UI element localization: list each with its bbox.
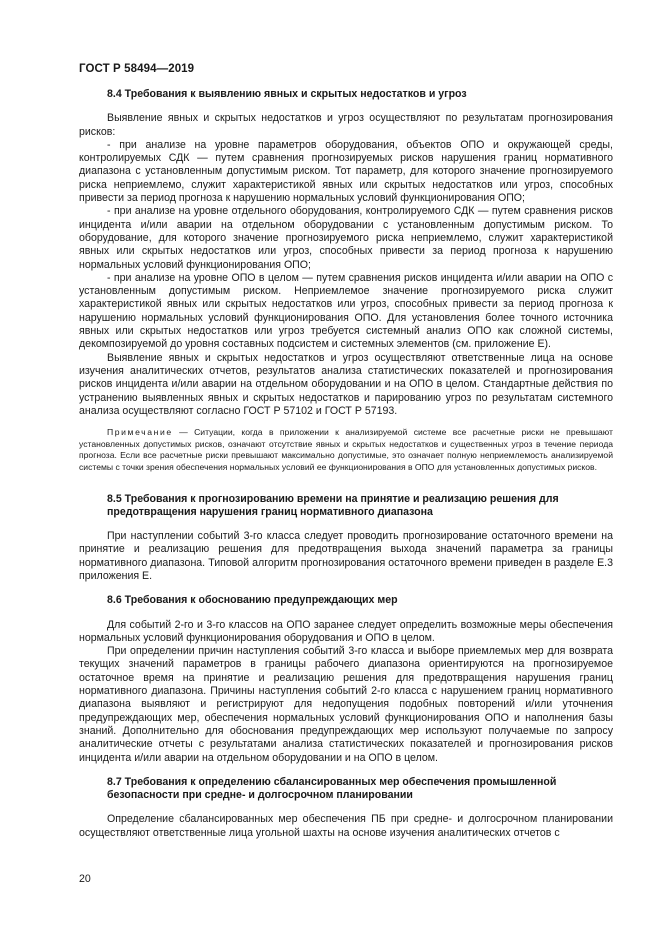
s84-paragraph-5: Выявление явных и скрытых недостатков и угроз осуществляют ответственные лица на основе изучения аналитических отчетов, результатов анализа статистических показателей и прогнозирования рисков инцидента и/или аварии на отдельном оборудовании и на ОПО в целом. Стандартные действия по устранению выявленных явных и скрытых недостатков и парированию угроз по результатам системного анализа осуществляют согласно ГОСТ Р 57102 и ГОСТ Р 57193. [79, 351, 613, 417]
note-text: — Ситуации, когда в приложении к анализируемой системе все расчетные риски не превышают установленных допустимых рисков, означают отсутствие явных и скрытых недостатков и существенных угроз в течение периода прогноза. Если все расчетные риски превышают максимально допустимые, это означает полную неприемлемость анализируемой системы с точки зрения обеспечения нормальных условий ее функционирования в ОПО для установленных допустимых рисков. [79, 427, 613, 472]
section-8-6-title: 8.6 Требования к обоснованию предупреждающих мер [107, 594, 398, 607]
page-number: 20 [79, 873, 91, 885]
s86-paragraph-2: При определении причин наступления событий 3-го класса и выборе приемлемых мер для возврата текущих значений параметров в границы рабочего диапазона ориентируются на прогнозируемое остаточное время на принятие и реализацию решения для предотвращения нарушения границ нормативного диапазона. Причины наступления событий 2-го класса с нарушением границ нормативного диапазона выявляют и регистрируют для недопущения подобных повторений и/или уточнения предупреждающих мер, обеспечения нормальных условий функционирования ОПО и наполнения базы знаний. Дополнительно для обоснования предупреждающих мер используют получаемые по запросу аналитические отчеты с результатами анализа статистических показателей и прогнозирования рисков инцидента и/или аварии на отдельном оборудовании и на ОПО в целом. [79, 645, 613, 764]
section-8-4-title: 8.4 Требования к выявлению явных и скрытых недостатков и угроз [107, 88, 467, 100]
s85-paragraph-1: При наступлении событий 3-го класса следует проводить прогнозирование остаточного времени на принятие и реализацию решения для предотвращения выхода значений параметра за границы нормативного диапазона. Типовой алгоритм прогнозирования остаточного времени приведен в разделе Е.3 приложения Е. [79, 530, 613, 582]
s84-paragraph-2: - при анализе на уровне параметров оборудования, объектов ОПО и окружающей среды, контролируемых СДК — путем сравнения прогнозируемых рисков нарушения границ нормативного диапазона с установленным допустимым риском. Тот параметр, для которого значение прогнозируемого риска неприемлемо, служит характеристикой явных или скрытых недостатков или угроз, способных привести за период прогноза к нарушению нормальных условий функционирования ОПО; [79, 138, 613, 205]
s86-paragraph-1: Для событий 2-го и 3-го классов на ОПО заранее следует определить возможные меры обеспечения нормальных условий функционирования оборудования и ОПО в целом. [79, 618, 613, 644]
s84-paragraph-4: - при анализе на уровне ОПО в целом — путем сравнения рисков инцидента и/или аварии на ОПО с установленным допустимым риском. Неприемлемое значение прогнозируемого риска служит характеристикой явных или скрытых недостатков или угроз, способных привести за период прогноза к нарушению нормальных условий функционирования ОПО. Для установления более точного источника явных или скрытых недостатков или угроз требуется системный анализ ОПО как сложной системы, декомпозируемой до уровня составных подсистем и системных элементов (см. приложение Е). [79, 271, 613, 351]
s84-paragraph-1: Выявление явных и скрытых недостатков и угроз осуществляют по результатам прогнозирования рисков: [79, 112, 613, 138]
note-block [79, 427, 613, 473]
document-body [79, 88, 613, 840]
document-code: ГОСТ Р 58494—2019 [79, 63, 195, 75]
note-label: Примечание [107, 427, 173, 438]
section-8-5-title: 8.5 Требования к прогнозированию времени на принятие и реализацию решения для предотвращения нарушения границ нормативного диапазона [107, 492, 559, 518]
s87-paragraph-1: Определение сбалансированных мер обеспечения ПБ при средне- и долгосрочном планировании осуществляют ответственные лица угольной шахты на основе изучения аналитических отчетов с [79, 813, 613, 839]
s84-paragraph-3: - при анализе на уровне отдельного оборудования, контролируемого СДК — путем сравнения рисков инцидента и/или аварии на отдельном оборудовании с установленным допустимым риском. То оборудование, для которого значение прогнозируемого риска неприемлемо, служит характеристикой явных или скрытых недостатков или угроз, способных привести за период прогноза к нарушению нормальных условий функционирования ОПО; [79, 205, 613, 271]
section-8-7-title: 8.7 Требования к определению сбалансированных мер обеспечения промышленной безопасности при средне- и долгосрочном планировании [107, 775, 557, 802]
